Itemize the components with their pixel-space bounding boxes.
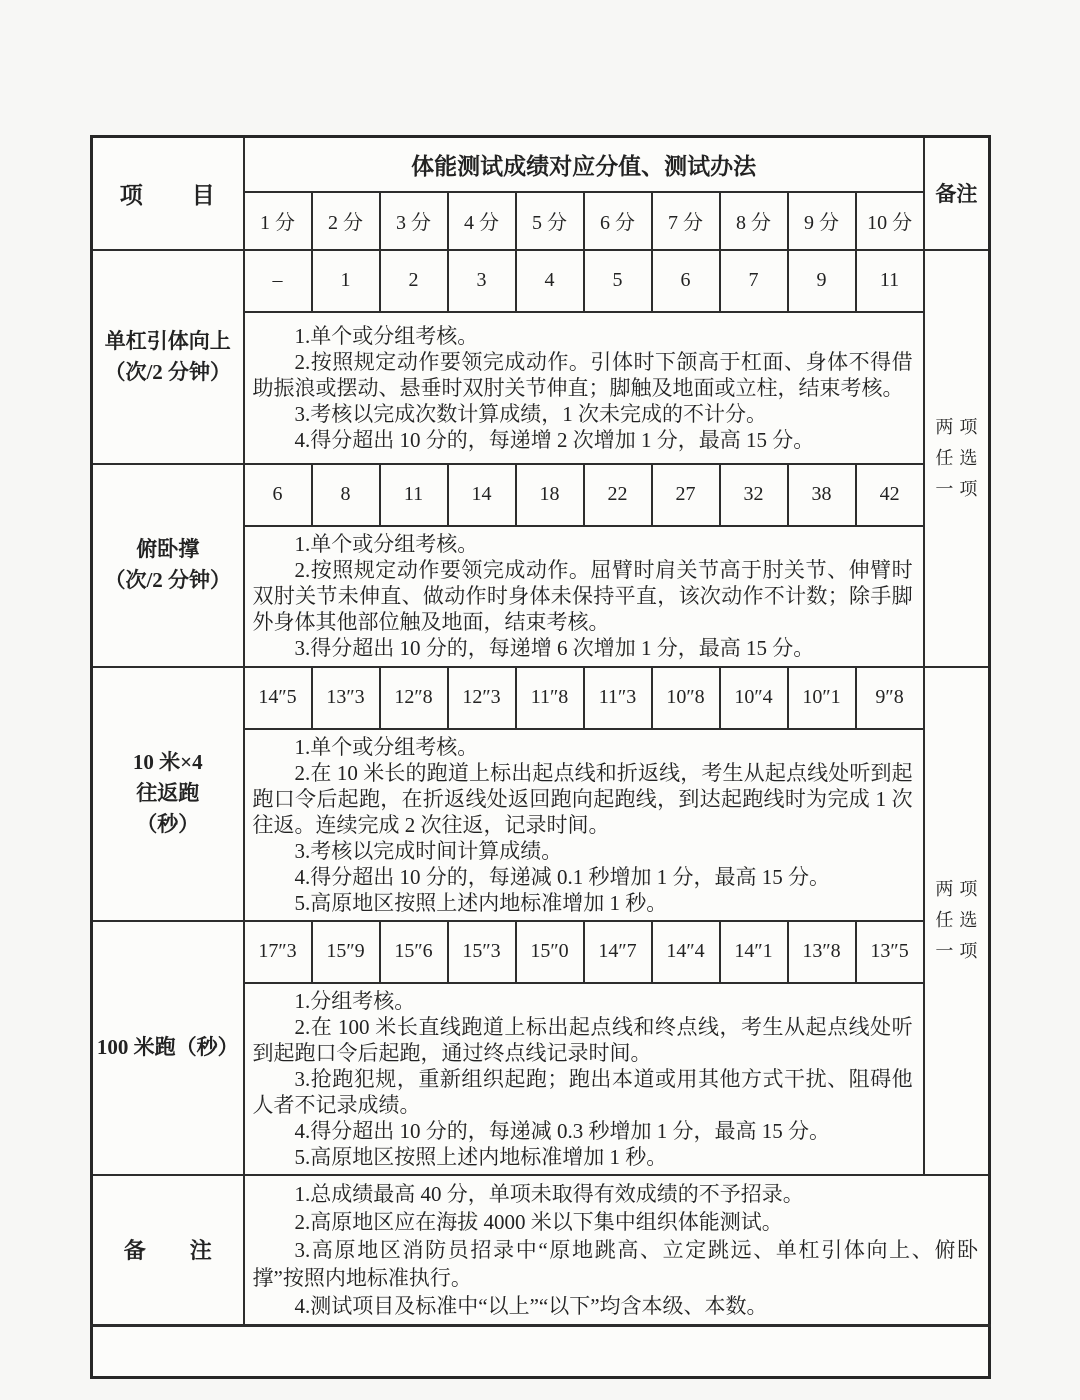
note-line: 2.按照规定动作要领完成动作。引体时下颌高于杠面、身体不得借助振浪或摆动、悬垂时双肘关节伸直；脚触及地面或立柱，结束考核。 [252,349,913,400]
score-value-cell: 10″4 [720,667,788,729]
score-value-cell: 14″5 [244,667,312,729]
score-value-cell: 2 [380,250,448,312]
note-line: 2.在 10 米长的跑道上标出起点线和折返线，考生从起点线处听到起跑口令后起跑，在折返线处返回跑向起跑线，到达起跑线时为完成 1 次往返。连续完成 2 次往返，记录时间。 [252,760,913,837]
note-line: 2.按照规定动作要领完成动作。屈臂时肩关节高于肘关节、伸臂时双肘关节未伸直、做动作时身体未保持平直，该次动作不计数；除手脚外身体其他部位触及地面，结束考核。 [252,558,913,634]
note-line: 3.抢跑犯规，重新组织起跑；跑出本道或用其他方式干扰、阻碍他人者不记录成绩。 [252,1066,913,1117]
score-value-cell: 11″8 [516,667,584,729]
group-note-choose-one-of-two: 两项任选一项 [924,667,990,1175]
item-name-line: （次/2 分钟） [104,568,232,592]
score-header: 10 分 [856,192,924,250]
score-header: 5 分 [516,192,584,250]
score-value-cell: 11″3 [584,667,652,729]
note-line: 3.得分超出 10 分的，每递增 6 次增加 1 分，最高 15 分。 [294,636,815,660]
score-header: 1 分 [244,192,312,250]
note-line: 1.总成绩最高 40 分，单项未取得有效成绩的不予招录。 [294,1181,804,1206]
fitness-test-score-table [90,135,991,1379]
score-value-cell: 12″8 [380,667,448,729]
note-line: 3.考核以完成次数计算成绩，1 次未完成的不计分。 [294,401,767,426]
score-value-cell: 13″5 [856,921,924,983]
score-value-cell: 4 [516,250,584,312]
score-value-cell: 14 [448,464,516,526]
score-value-cell: 3 [448,250,516,312]
sprint-method-cell [244,983,924,1175]
item-name-pushup [92,464,244,667]
score-value-cell: 14″4 [652,921,720,983]
note-line: 2.高原地区应在海拔 4000 米以下集中组织体能测试。 [294,1209,783,1234]
item-column-header: 项 目 [92,137,244,250]
item-name-line: （秒） [136,812,200,836]
table-title: 体能测试成绩对应分值、测试办法 [244,137,924,192]
score-header: 3 分 [380,192,448,250]
score-value-cell: 10″1 [788,667,856,729]
score-value-cell: 15″6 [380,921,448,983]
item-name-line: 俯卧撑 [136,537,200,561]
note-line: 4.测试项目及标准中“以上”“以下”均含本级、本数。 [294,1293,768,1318]
sprint-values-row [92,921,990,983]
empty-row [92,1325,990,1377]
header-row-title [92,137,990,192]
score-header: 9 分 [788,192,856,250]
note-line: 3.高原地区消防员招录中“原地跳高、立定跳远、单杠引体向上、俯卧撑”按照内地标准执行。 [252,1237,979,1290]
score-value-cell: 10″8 [652,667,720,729]
remark-row [92,1175,990,1326]
item-name-line: 10 米×4 [132,750,203,774]
shuttle-run-values-row [92,667,990,729]
score-header: 2 分 [312,192,380,250]
score-value-cell: 15″3 [448,921,516,983]
note-line: 4.得分超出 10 分的，每递减 0.3 秒增加 1 分，最高 15 分。 [294,1118,830,1143]
note-line: 1.单个或分组考核。 [294,323,479,348]
remark-row-label: 备 注 [92,1175,244,1326]
note-line: 2.在 100 米长直线跑道上标出起点线和终点线，考生从起点线处听到起跑口令后起跑，通过终点线记录时间。 [252,1014,913,1065]
score-value-cell: 17″3 [244,921,312,983]
note-line: 5.高原地区按照上述内地标准增加 1 秒。 [294,1144,668,1169]
item-name-line: 单杠引体向上 [104,328,231,353]
score-value-cell: 38 [788,464,856,526]
note-line: 5.高原地区按照上述内地标准增加 1 秒。 [294,890,668,915]
shuttle-run-method-cell [244,729,924,921]
note-line: 1.分组考核。 [294,988,416,1013]
score-value-cell: 6 [652,250,720,312]
pullup-values-row [92,250,990,312]
score-value-cell: 14″1 [720,921,788,983]
score-value-cell: 7 [720,250,788,312]
score-value-cell: 11 [380,464,448,526]
score-value-cell: 5 [584,250,652,312]
note-line: 4.得分超出 10 分的，每递增 2 次增加 1 分，最高 15 分。 [294,427,815,452]
score-header: 7 分 [652,192,720,250]
item-name-line: 100 米跑（秒） [96,1035,239,1059]
item-name-line: （次/2 分钟） [104,359,232,384]
empty-cell [92,1325,990,1377]
score-value-cell: 6 [244,464,312,526]
remark-notes-cell [244,1175,990,1326]
pushup-values-row [92,464,990,526]
score-value-cell: 13″8 [788,921,856,983]
score-value-cell: 14″7 [584,921,652,983]
note-line: 1.单个或分组考核。 [294,532,479,556]
pullup-method-cell [244,312,924,464]
score-header: 4 分 [448,192,516,250]
item-name-line: 往返跑 [136,781,200,805]
score-value-cell: 42 [856,464,924,526]
note-line: 3.考核以完成时间计算成绩。 [294,838,563,863]
score-value-cell: 13″3 [312,667,380,729]
score-value-cell: 1 [312,250,380,312]
item-name-pullup [92,250,244,464]
remark-column-header: 备注 [924,137,990,250]
score-value-cell: 15″0 [516,921,584,983]
note-line: 4.得分超出 10 分的，每递减 0.1 秒增加 1 分，最高 15 分。 [294,864,830,889]
score-header: 8 分 [720,192,788,250]
score-header: 6 分 [584,192,652,250]
score-value-cell: 22 [584,464,652,526]
group-note-choose-one-of-two: 两项任选一项 [924,250,990,667]
score-value-cell: 8 [312,464,380,526]
score-value-cell: 32 [720,464,788,526]
score-value-cell: 18 [516,464,584,526]
item-name-shuttle-run [92,667,244,921]
score-value-cell: 9″8 [856,667,924,729]
score-value-cell: 12″3 [448,667,516,729]
pushup-method-cell [244,526,924,667]
score-value-cell: – [244,250,312,312]
score-value-cell: 27 [652,464,720,526]
item-name-100m-run [92,921,244,1175]
score-value-cell: 11 [856,250,924,312]
note-line: 1.单个或分组考核。 [294,734,479,759]
score-value-cell: 9 [788,250,856,312]
score-value-cell: 15″9 [312,921,380,983]
